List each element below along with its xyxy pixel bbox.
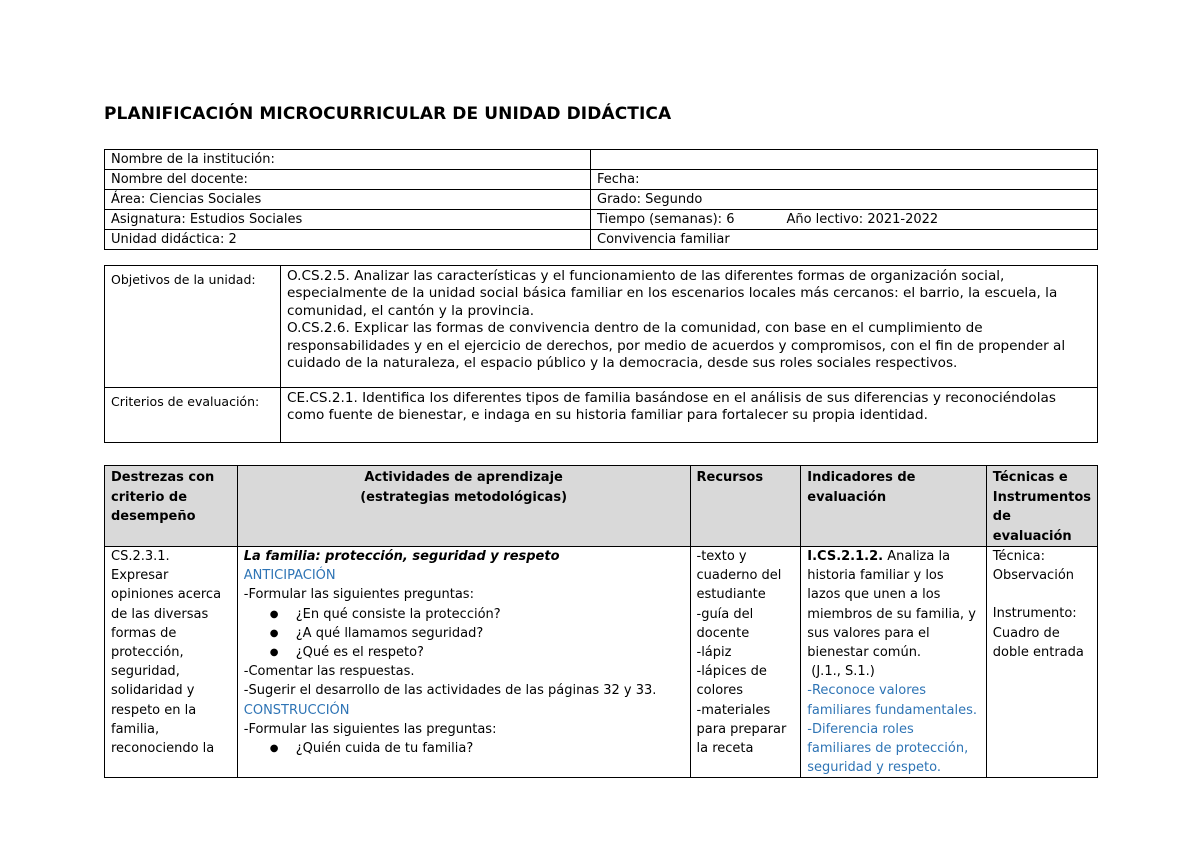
institution-label: Nombre de la institución: xyxy=(105,150,591,170)
suggest-line: -Sugerir el desarrollo de las actividades de las páginas 32 y 33. xyxy=(243,683,657,699)
anticipation-heading: ANTICIPACIÓN xyxy=(243,568,336,584)
criteria-text: CE.CS.2.1. Identifica los diferentes tipos de familia basándose en el análisis de sus diferencias y reconociéndolas como fuente de bienestar, e indaga en su historia familiar para fortalecer su propia identidad. xyxy=(281,388,1098,443)
question-item: ● ¿A qué llamamos seguridad? xyxy=(270,624,684,643)
question-item: ● ¿En qué consiste la protección? xyxy=(270,605,684,624)
institution-value xyxy=(591,150,1098,170)
skills-text: Expresar opiniones acerca de las diversas formas de protección, seguridad, solidaridad y respeto en la familia, reconociendo la xyxy=(111,568,222,757)
area-field: Área: Ciencias Sociales xyxy=(105,190,591,210)
construction-questions xyxy=(244,739,684,758)
indicator-code: I.CS.2.1.2. xyxy=(807,549,884,564)
activity-title: La familia: protección, seguridad y respeto xyxy=(243,549,560,564)
techniques-cell xyxy=(986,547,1097,778)
indicator-blue-2: -Diferencia roles familiares de protección, seguridad y respeto. xyxy=(807,721,969,776)
header-activities-line2: (estrategias metodológicas) xyxy=(360,489,568,505)
objectives-table xyxy=(104,265,1098,443)
unit-name-field: Convivencia familiar xyxy=(591,230,1098,250)
skills-code: CS.2.3.1. xyxy=(111,549,170,564)
resources-cell: -texto y cuaderno del estudiante -guía del docente -lápiz -lápices de colores -materiales para preparar la receta xyxy=(690,547,801,778)
plan-table xyxy=(104,465,1098,778)
comment-line: -Comentar las respuestas. xyxy=(243,664,415,680)
activities-cell xyxy=(237,547,690,778)
time-field: Tiempo (semanas): 6 xyxy=(597,212,735,227)
criteria-label: Criterios de evaluación: xyxy=(105,388,281,443)
objective-2: O.CS.2.6. Explicar las formas de convivencia dentro de la comunidad, con base en el cumplimiento de responsabilidades y en el ejercicio de derechos, por medio de acuerdos y compromisos, con el fin de propender al cuidado de la naturaleza, el espacio público y la democracia, desde sus roles sociales respectivos. xyxy=(287,320,1066,372)
skills-cell xyxy=(105,547,238,778)
header-activities xyxy=(237,466,690,547)
school-year-field: Año lectivo: 2021-2022 xyxy=(786,212,939,227)
question-item: ● ¿Qué es el respeto? xyxy=(270,643,684,662)
technique-text: Técnica: Observación xyxy=(992,549,1075,584)
teacher-label: Nombre del docente: xyxy=(105,170,591,190)
instrument-text: Instrumento: Cuadro de doble entrada xyxy=(992,606,1084,660)
header-techniques: Técnicas e Instrumentos de evaluación xyxy=(986,466,1097,547)
objectives-text xyxy=(281,266,1098,388)
question-item: ● ¿Quién cuida de tu familia? xyxy=(270,739,684,758)
header-indicators: Indicadores de evaluación xyxy=(801,466,987,547)
page-title: PLANIFICACIÓN MICROCURRICULAR DE UNIDAD DIDÁCTICA xyxy=(104,104,672,124)
indicator-blue-1: -Reconoce valores familiares fundamentales. xyxy=(807,683,978,718)
header-skills: Destrezas con criterio de desempeño xyxy=(105,466,238,547)
anticipation-questions xyxy=(244,605,684,663)
indicator-main xyxy=(807,547,980,662)
indicators-cell xyxy=(801,547,987,778)
construction-heading: CONSTRUCCIÓN xyxy=(243,702,350,718)
unit-field: Unidad didáctica: 2 xyxy=(105,230,591,250)
date-label: Fecha: xyxy=(591,170,1098,190)
objective-1: O.CS.2.5. Analizar las características y el funcionamiento de las diferentes formas de organización social, especialmente de la unidad social básica familiar en los escenarios locales más cercanos: el barrio, la escuela, la comunidad, el cantón y la provincia. xyxy=(287,268,1058,319)
general-info-table xyxy=(104,149,1098,250)
indicator-ref: (J.1., S.1.) xyxy=(811,664,875,680)
indicator-text: Analiza la historia familiar y los lazos que unen a los miembros de su familia, y sus valores para el bienestar común. xyxy=(807,549,976,661)
header-resources: Recursos xyxy=(690,466,801,547)
objectives-label: Objetivos de la unidad: xyxy=(105,266,281,388)
header-activities-line1: Actividades de aprendizaje xyxy=(364,470,563,485)
time-year-cell xyxy=(591,210,1098,230)
formulate-line: -Formular las siguientes preguntas: xyxy=(243,587,474,603)
subject-field: Asignatura: Estudios Sociales xyxy=(105,210,591,230)
grade-field: Grado: Segundo xyxy=(591,190,1098,210)
formulate-line-2: -Formular las siguientes las preguntas: xyxy=(243,721,497,737)
